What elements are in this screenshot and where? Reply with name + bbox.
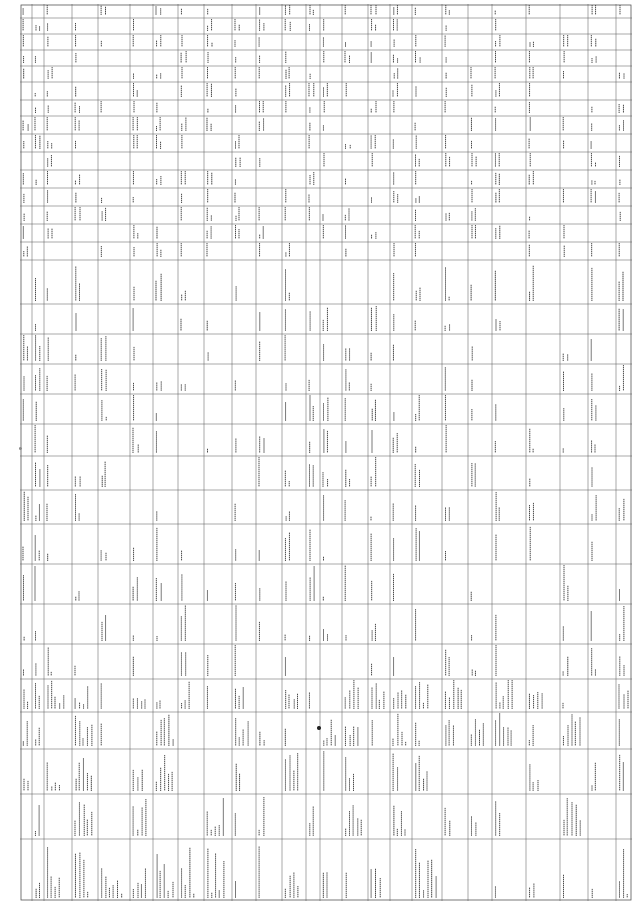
table-border	[21, 5, 631, 900]
table-grid	[20, 4, 632, 901]
ink-dot	[317, 726, 321, 730]
rotated-table	[20, 4, 632, 901]
scan-mark	[19, 447, 22, 450]
